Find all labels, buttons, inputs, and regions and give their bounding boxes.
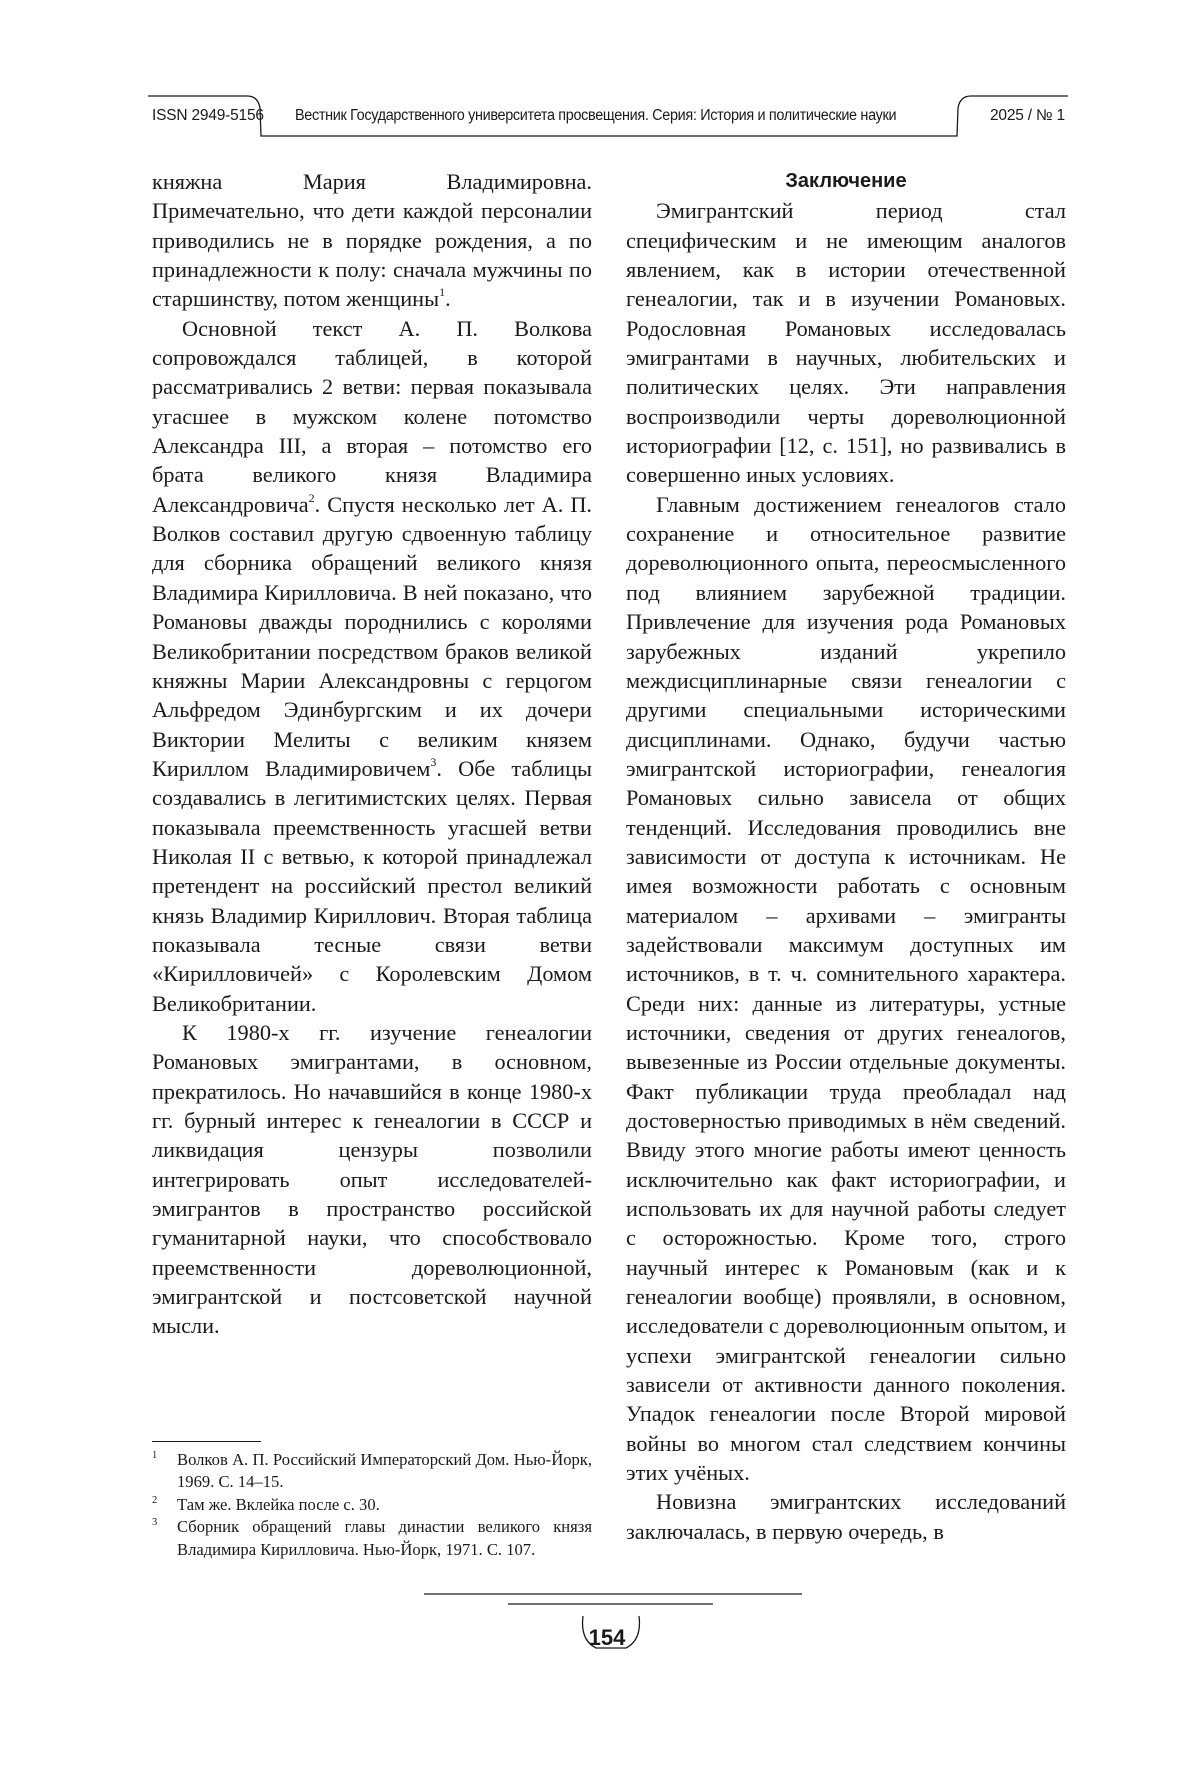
issue-number: 2025 / № 1 [990,107,1065,124]
paragraph: Эмигрантский период стал специфическим и не имеющим аналогов явлением, как в истории отечественной генеалогии, так и в изучении Романовых. Родословная Романовых исследовалась эмигрантами в научных, любительских и политических целях. Эти направления воспроизводили черты дореволюционной историографии [12, с. 151], но развивались в совершенно иных условиях. [626,198,1066,488]
footnote [152,1516,592,1561]
running-header [0,0,1200,160]
footnote-number: 2 [152,1494,158,1506]
footnote-text: Волков А. П. Российский Императорский Дом. Нью-Йорк, 1969. С. 14–15. [177,1450,592,1492]
footnote-number: 3 [152,1517,158,1529]
header-frame [0,0,1200,160]
paragraph: Основной текст А. П. Волкова сопровождался таблицей, в которой рассматривались 2 ветви: первая показывала угасшее в мужском колене потомство Александра III, а вторая – потомство его брата великого князя Владимира Александровича$^2$. Спустя несколько лет А. П. Волков составил другую сдвоенную таблицу для сборника обращений великого князя Владимира Кирилловича. В ней показано, что Романовы дважды породнились с королями Великобритании посредством браков великой княжны Марии Александровны с герцогом Альфредом Эдинбургским и их дочери Виктории Мелиты с великим князем Кириллом Владимировичем$^3$. Обе таблицы создавались в легитимистских целях. Первая показывала преемственность угасшей ветви Николая II с ветвью, к которой принадлежал претендент на российский престол великий князь Владимир Кириллович. Вторая таблица показывала тесные связи ветви «Кирилловичей» с Королевским Домом Великобритании. [152,315,592,1016]
footnote-divider [152,1441,261,1442]
footnote-ref[interactable]: 1 [439,285,446,300]
paragraph: Главным достижением генеалогов стало сохранение и относительное развитие дореволюционного опыта, переосмысленного под влиянием зарубежной традиции. Привлечение для изучения рода Романовых зарубежных изданий укрепило междисциплинарные связи генеалогии с другими специальными историческими дисциплинами. Однако, будучи частью эмигрантской историографии, генеалогия Романовых сильно зависела от общих тенденций. Исследования проводились вне зависимости от доступа к источникам. Не имея возможности работать с основным материалом – архивами – эмигранты задействовали максимум доступных им источников, в т. ч. сомнительного характера. Среди них: данные из литературы, устные источники, сведения от других генеалогов, вывезенные из России отдельные документы. Факт публикации труда преобладал над достоверностью приводимых в нём сведений. Ввиду этого многие работы имеют ценность исключительно как факт историографии, и использовать их для научной работы следует с осторожностью. Кроме того, строго научный интерес к Романовым (как и к генеалогии вообще) проявляли, в основном, исследователи с дореволюционным опытом, и успехи эмигрантской генеалогии сильно зависели от активности данного поколения. Упадок генеалогии после Второй мировой войны во многом стал следствием кончины этих учёных. [626,491,1066,1486]
section-title: Заключение [785,170,907,192]
journal-title: Вестник Государственного университета просвещения. Серия: История и политические науки [295,107,897,124]
footnotes [152,1449,592,1561]
paragraph: княжна Мария Владимировна. Примечательно, что дети каждой персоналии приводились не в порядке рождения, а по принадлежности к полу: сначала мужчины по старшинству, потом женщины$^1$. [152,169,592,312]
issn: ISSN 2949-5156 [152,107,264,124]
footnote-text: Там же. Вклейка после с. 30. [177,1494,380,1514]
page-number: 154 [588,1625,626,1650]
left-column [152,167,592,1341]
right-column [626,167,1066,1546]
paragraph: К 1980-х гг. изучение генеалогии Романовых эмигрантами, в основном, прекратилось. Но начавшийся в конце 1980-х гг. бурный интерес к генеалогии в СССР и ликвидация цензуры позволили интегрировать опыт исследователей-эмигрантов в пространство российской гуманитарной науки, что способствовало преемственности дореволюционной, эмигрантской и постсоветской научной мысли. [152,1019,592,1339]
paragraph: Новизна эмигрантских исследований заключалась, в первую очередь, в [626,1489,1066,1544]
footnote [152,1494,592,1516]
footnote [152,1449,592,1494]
footnote-ref[interactable]: 2 [308,490,315,505]
footnote-ref[interactable]: 3 [430,754,437,769]
footnote-number: 1 [152,1450,158,1461]
footnote-text: Сборник обращений главы династии великого князя Владимира Кирилловича. Нью-Йорк, 1971. С. 107. [177,1517,592,1559]
